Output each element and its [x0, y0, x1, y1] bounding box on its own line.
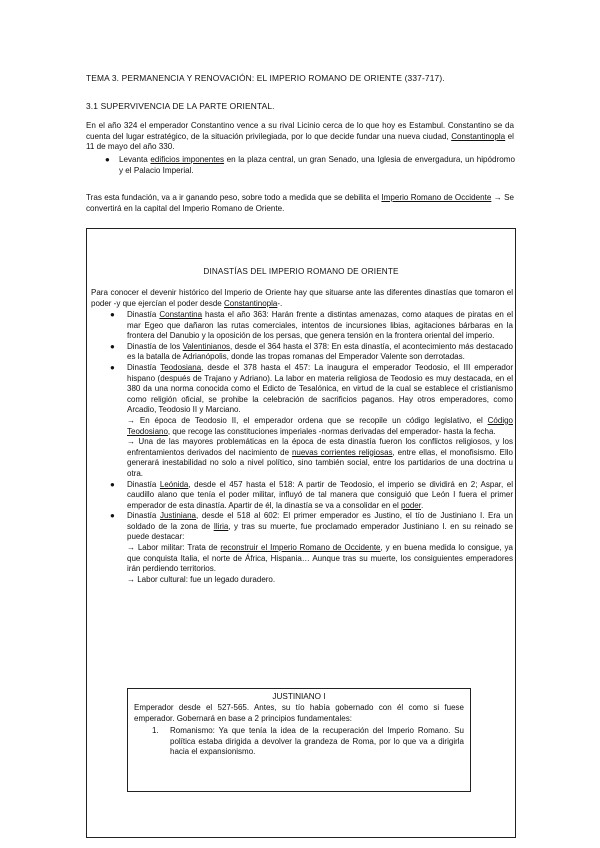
text-run: Dinastía [127, 511, 160, 521]
text-run: Dinastía [127, 479, 160, 489]
justiniano-title: JUSTINIANO I [272, 692, 326, 701]
justiniano-box [127, 688, 471, 792]
bullet-icon: ● [105, 155, 110, 164]
bullet-icon: ● [110, 341, 115, 351]
list-item [91, 342, 513, 363]
foundation-paragraph [86, 193, 514, 214]
text-run: → Se convertirá en la capital del Imperio Romano de Oriente. [86, 193, 514, 213]
text-run: , desde el 518 al 602: El primer emperador es Justino, el tío de Justiniano I. Era un soldado de la zona de [127, 511, 513, 531]
justiniana-link: Justiniana [159, 511, 196, 521]
text-run: . [420, 500, 424, 510]
list-item [91, 511, 513, 585]
text-run: hasta el año 363: Harán frente a distintas amenazas, como ataques de piratas en el mar Egeo que dañaron las rutas comerciales, intentos de incursiones libias, agitaciones bárbaras en la frontera del Danubio y la oposición de los persas, que genera tensión en la frontera oriental del imperio. [127, 310, 514, 341]
text-run: En el año 324 el emperador Constantino vence a su rival Licinio cerca de lo que hoy es Estambul. Constantino se da cuenta del lugar estratégico, de la situación privilegiada, por lo que decide fundar una nueva ciudad, [86, 121, 514, 141]
sub-point: → Labor cultural: fue un legado duradero. [127, 574, 276, 584]
dynasties-title: DINASTÍAS DEL IMPERIO ROMANO DE ORIENTE [203, 267, 399, 276]
text-run: Dinastía [127, 362, 161, 372]
text-run: , desde el 378 hasta el 457: La inaugura el emperador Teodosio, el III emperador hispano (después de Trajano y Adriano). La labor en materia religiosa de Teodosio es muy destacada, en el 380 da una norma conocida como el Edicto de Tesalónica, en virtud de la cual se establece el cristianismo como religión oficial, se prohibe la celebración de sacrificios paganos. Hay otros emperadores, como Arcadio, Teodosio II y Marciano. [127, 362, 513, 415]
imperio-occidente-link: Imperio Romano de Occidente [381, 193, 492, 202]
text-run: Dinastía de los [127, 341, 183, 351]
dynasties-box [86, 228, 516, 838]
edificios-link: edificios imponentes [150, 155, 225, 164]
list-item [91, 363, 513, 480]
text-run: , desde el 457 hasta el 518: A partir de Teodosio, el imperio se dividirá en 2; Aspar, el caudillo alano que tenía el poder militar, influyó de tal manera que consiguió que León I fuera el primer emperador de esta dinastía. Apartir de él, la dinastía se va a consolidar en el [127, 479, 513, 510]
leonida-link: Leónida [159, 479, 189, 489]
text-run: Levanta [119, 155, 151, 164]
bullet-icon: ● [110, 479, 115, 489]
page-title: TEMA 3. PERMANENCIA Y RENOVACIÓN: EL IMPERIO ROMANO DE ORIENTE (337-717). [86, 73, 445, 83]
corrientes-religiosas-link: nuevas corrientes religiosas [291, 447, 393, 457]
iliria-link: Iliria [213, 521, 229, 531]
dynasty-list [91, 310, 513, 585]
text-run: Tras esta fundación, va a ir ganando peso, sobre todo a medida que se debilita el [86, 193, 382, 202]
codigo-teodosiano-link: Código Teodosiano [127, 415, 513, 436]
text-run: Para conocer el devenir histórico del Imperio de Oriente hay que situarse ante las diferentes dinastías que tomaron el poder -y que ejercían el poder desde [91, 288, 513, 308]
bullet-icon: ● [110, 362, 115, 372]
bullet-icon: ● [110, 511, 115, 521]
text-run: , y en buena medida lo consigue, ya que conquista Italia, el norte de África, Hispania… Aunque tras su muerte, los consiguientes emperadores irán perdiendo territorios. [127, 543, 513, 574]
text-run: el 11 de mayo del año 330. [86, 131, 514, 152]
text-run: , desde el 364 hasta el 378: En esta dinastía, el acontecimiento más destacado es la batalla de Adrianópolis, donde las tropas romanas del Emperador Valente son derrotadas. [127, 341, 513, 362]
section-heading: 3.1 SUPERVIVENCIA DE LA PARTE ORIENTAL. [86, 101, 275, 111]
valentinianos-link: Valentinianos [182, 341, 231, 351]
justiniano-paragraph: Emperador desde el 527-565. Antes, su tío había gobernado con él como si fuese emperador. Gobernará en base a 2 principios fundamentales: [134, 703, 464, 723]
poder-link: poder [400, 500, 421, 510]
list-item [91, 480, 513, 512]
teodosiana-link: Teodosiana [160, 362, 202, 372]
constantinopla-link: Constantinopla [223, 298, 278, 308]
text-run: → Una de las mayores problemáticas en la época de esta dinastía fueron los conflictos religiosos, y los enfrentamientos derivados del nacimiento de [127, 437, 513, 457]
text-run: Romanismo: Ya que tenía la idea de la recuperación del Imperio Romano. Su política estaba dirigida a devolver la grandeza de Roma, por lo que va a dirigirla hacia el expansionismo. [170, 726, 464, 757]
intro-paragraph [86, 121, 514, 153]
item-number: 1. [152, 726, 159, 735]
sub-point [127, 543, 513, 575]
list-item [91, 310, 513, 342]
text-run: -. [277, 298, 283, 308]
numbered-item [148, 726, 464, 758]
text-run: , y tras su muerte, fue proclamado emperador Justiniano I. en su reinado se puede destacar: [127, 521, 513, 542]
constantinopla-link: Constantinopla [451, 131, 506, 141]
sub-point [127, 437, 513, 479]
text-run: , entre ellas, el monofisismo. Ello generará inestabilidad no solo a nivel político, sino también social, entre los partidarios de una doctrina u otra. [127, 447, 513, 478]
dynasties-intro [91, 288, 513, 309]
bullet-icon: ● [110, 310, 115, 319]
text-run: → En época de Teodosio II, el emperador ordena que se recopile un código legislativo, el [127, 415, 488, 425]
text-run: en la plaza central, un gran Senado, una Iglesia de envergadura, un hipódromo y el Palacio Imperial. [119, 155, 515, 175]
text-run: → Labor militar: Trata de [127, 543, 221, 553]
constantina-link: Constantina [159, 310, 203, 319]
sub-point [127, 416, 513, 437]
text-run: Dinastía [127, 310, 160, 319]
text-run: , que recoge las constituciones imperiales -normas derivadas del emperador- hasta la fecha. [167, 426, 496, 436]
bullet-item [105, 155, 515, 176]
reconstruir-imperio-link: reconstruir el Imperio Romano de Occidente [220, 543, 381, 553]
